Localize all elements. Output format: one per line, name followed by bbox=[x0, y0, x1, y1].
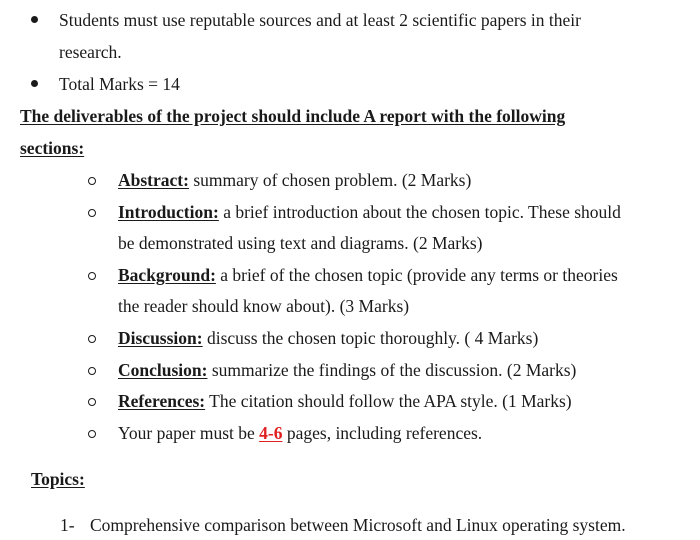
circle-bullet-icon bbox=[88, 209, 96, 217]
circle-bullet-icon bbox=[88, 430, 96, 438]
section-item-discussion bbox=[118, 327, 538, 349]
bullet-text: Students must use reputable sources and at least 2 scientific papers in their bbox=[59, 10, 581, 30]
section-description: a brief introduction about the chosen topic. These should bbox=[218, 202, 621, 222]
section-item-continuation: be demonstrated using text and diagrams. (2 Marks) bbox=[118, 233, 483, 253]
circle-bullet-icon bbox=[88, 398, 96, 406]
bullet-text-continuation: research. bbox=[59, 42, 122, 62]
circle-bullet-icon bbox=[88, 335, 96, 343]
section-item-background bbox=[118, 264, 618, 286]
section-description: summarize the findings of the discussion. (2 Marks) bbox=[207, 360, 577, 380]
bullet-dot-icon bbox=[31, 16, 38, 23]
section-description: discuss the chosen topic thoroughly. ( 4 Marks) bbox=[202, 328, 539, 348]
bullet-dot-icon bbox=[31, 80, 38, 87]
circle-bullet-icon bbox=[88, 367, 96, 375]
pages-requirement bbox=[118, 422, 482, 444]
topics-heading: Topics: bbox=[31, 469, 85, 489]
section-description: summary of chosen problem. (2 Marks) bbox=[188, 170, 472, 190]
section-term: Conclusion: bbox=[118, 360, 208, 380]
bullet-text: Total Marks = 14 bbox=[59, 74, 180, 94]
circle-bullet-icon bbox=[88, 272, 96, 280]
section-item-conclusion bbox=[118, 359, 576, 381]
pages-text-before: Your paper must be bbox=[118, 423, 260, 443]
section-term: References: bbox=[118, 391, 206, 411]
section-item-introduction bbox=[118, 201, 621, 223]
section-description: a brief of the chosen topic (provide any terms or theories bbox=[215, 265, 618, 285]
section-term: Discussion: bbox=[118, 328, 203, 348]
topic-number: 1- bbox=[60, 515, 75, 535]
section-term: Background: bbox=[118, 265, 216, 285]
section-item-continuation: the reader should know about). (3 Marks) bbox=[118, 296, 410, 316]
section-description: The citation should follow the APA style. (1 Marks) bbox=[205, 391, 572, 411]
topic-item: Comprehensive comparison between Microsoft and Linux operating system. bbox=[90, 515, 626, 535]
circle-bullet-icon bbox=[88, 177, 96, 185]
section-term: Introduction: bbox=[118, 202, 219, 222]
section-item-abstract bbox=[118, 169, 471, 191]
deliverables-heading-continuation: sections: bbox=[20, 138, 85, 158]
pages-text-after: pages, including references. bbox=[282, 423, 483, 443]
deliverables-heading: The deliverables of the project should include A report with the following bbox=[20, 106, 566, 126]
section-term: Abstract: bbox=[118, 170, 189, 190]
pages-range-highlight: 4-6 bbox=[259, 423, 283, 443]
section-item-references bbox=[118, 390, 572, 412]
